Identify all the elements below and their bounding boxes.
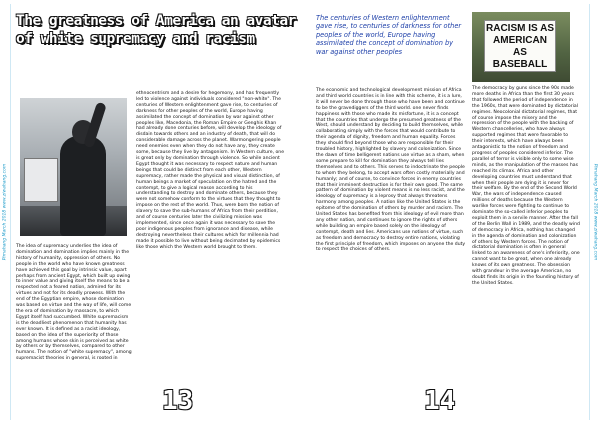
side-caption: Pimahang March 2018 www.ziwahang.com — [2, 163, 8, 261]
page-number: 14 — [424, 386, 456, 416]
text-column-1: The idea of supremacy underlies the idea of domination and domination implies mainly in the history of humanity, oppression of others. No people in the world who have known greatness have achieved this goal by intrinsic value, apart perhaps from ancient Egypt, which built up owing to inner value and giving itself the means to be a respected not a feared nation, admired for its virtues and not for its deadly prowess. With the end of the Egyptian empire, whose domination was based on virtue and the way of life, will come the era of domination by massacre, to which Egypt itself had succumbed. White supremacism is the deadliest phenomenon that humanity has ever known. It is defined as a racist ideology, based on the idea of the superiority of those among humans whose skin is perceived as white by others or by themselves, compared to other humans. The notion of "white supremacy", among supremacist theories in general, is rooted in — [16, 244, 132, 362]
right-side-strip — [589, 4, 600, 420]
text-column-3: The economic and technological development mission of Africa and third world countries is in line with this scheme, it is a lure, it will never be done through those who have been and continue to be the gravediggers of the third world. one never finds happiness with those who made its misfortune, it is a concept that the countries that undergo the presumed greatness of the West, should understand by deciding to build themselves, while collaborating simply with the forces that would contribute to their agenda of dignity, freedom and human equality. Forces they should find beyond those who are responsible for their troubled history, highlighted by slavery and colonization. Since the dawn of time belligerent nations use virtue as a sham, when some prepare to kill for domination they always tell lies themselves and to others. This serves to indoctrinate the people to whom they belong, to accept wars often costly materially and humanly; and of course, to convince forces in enemy countries that their imminent destruction is for their own good. The same pattern of domination by violent means is no less racist, and the ideology of supremacy is a leprosy that always threatens harmony among peoples. A nation like the United States is the epitome of the domination of others by murder and racism. The United States has benefited from this ideology of evil more than any other nation, and continues to ignore the rights of others while building an empire based solely on the ideology of contempt, death and lies. Americans use notions of virtue, such as freedom and democracy to destroy entire nations, violating the first principle of freedom, which imposes on anyone the duty to respect the choices of others. — [316, 88, 466, 253]
left-side-strip — [0, 4, 11, 420]
person-silhouette — [60, 136, 106, 236]
page-number: 13 — [162, 386, 194, 416]
side-caption: Pimahang March 2018 www.ziwahang.com — [592, 163, 598, 261]
text-column-2: ethnocentrism and a desire for hegemony, and has frequently led to violence against individuals considered "non-white". The centuries of Western enlightenment gave rise, to centuries of darkness for other peoples of the world, Europe having assimilated the concept of domination by war against other peoples like, Macedonia, the Roman Empire or Genghis Khan had already done centuries before, will develop the ideology of disdain towards others and an industry of death, that will do considerable damage across the planet. Warmongering people need enemies even when they do not have any, they create some, because they live by antagonism. In Western culture, one is great only by domination through violence. So while ancient Egypt thought it was necessary to respect nature and human beings that could be distinct from each other, Western supremacy, rather made the physical and visual distinction, of human beings a market of speculation on the hatred and the contempt, to give a logical reason according to his understanding to destroy and dominate others, because they were not somehow conform to the virtues that they thought to impose on the rest of the world. Thus, were born the notion of slavery to save the sub-humans of Africa from their perdition, and of course centuries later the civilizing mission was implemented, since once again it was necessary to save the poor indigenous peoples from ignorance and disease, while destroying nevertheless their cultures which for millennia had made it possible to live without being decimated by epidemics like those which the Western world brought to them. — [136, 91, 285, 250]
protest-photo — [20, 98, 127, 236]
racism-banner: RACISM IS AS AMERICAN AS BASEBALL — [484, 20, 556, 72]
right-page — [300, 0, 600, 424]
banner-photo — [472, 12, 570, 82]
article-title: The greatness of America an avatar of white supremacy and racism — [16, 13, 296, 47]
pull-quote: The centuries of Western enlightenment gave rise, to centuries of darkness for other peoples of the world, Europe having assimilated the concept of domination by war against other peoples — [316, 14, 462, 56]
text-column-4: The democracy by guns since the 90s made more deaths in Africa than the first 30 years that followed the period of independence in the 1960s, that were dominated by dictatorial regimes. Neocolonial dictatorial regimes, that of course impose the misery and the repression of the people with the backing of Western chancelleries, who have always supported regimes that were favorable to their interests, which have always been antagonistic to the notion of freedom and progress of peoples considered inferior. The parallel of terror is visible only to some wise minds, as the manipulation of the masses has reached its climax. Africa and other developing countries must understand that when their people are dying it is never for their welfare. By the end of the Second World War, the wars of independence caused millions of deaths because the Western warlike forces were fighting to continue to dominate the so-called inferior peoples to exploit them in a servile manner. After the fall of the Berlin Wall in 1989, and the deadly wind of democracy in Africa, nothing has changed in the agenda of domination and colonization of others by Western forces. The notion of dictatorial domination is often in general linked to an awareness of one's inferiority, one cannot want to be great, when one already knows of its own greatness. The obsession with grandeur in the average American, no doubt finds its origin in the founding history of the United States. — [472, 86, 580, 286]
placard-shape — [24, 158, 58, 202]
